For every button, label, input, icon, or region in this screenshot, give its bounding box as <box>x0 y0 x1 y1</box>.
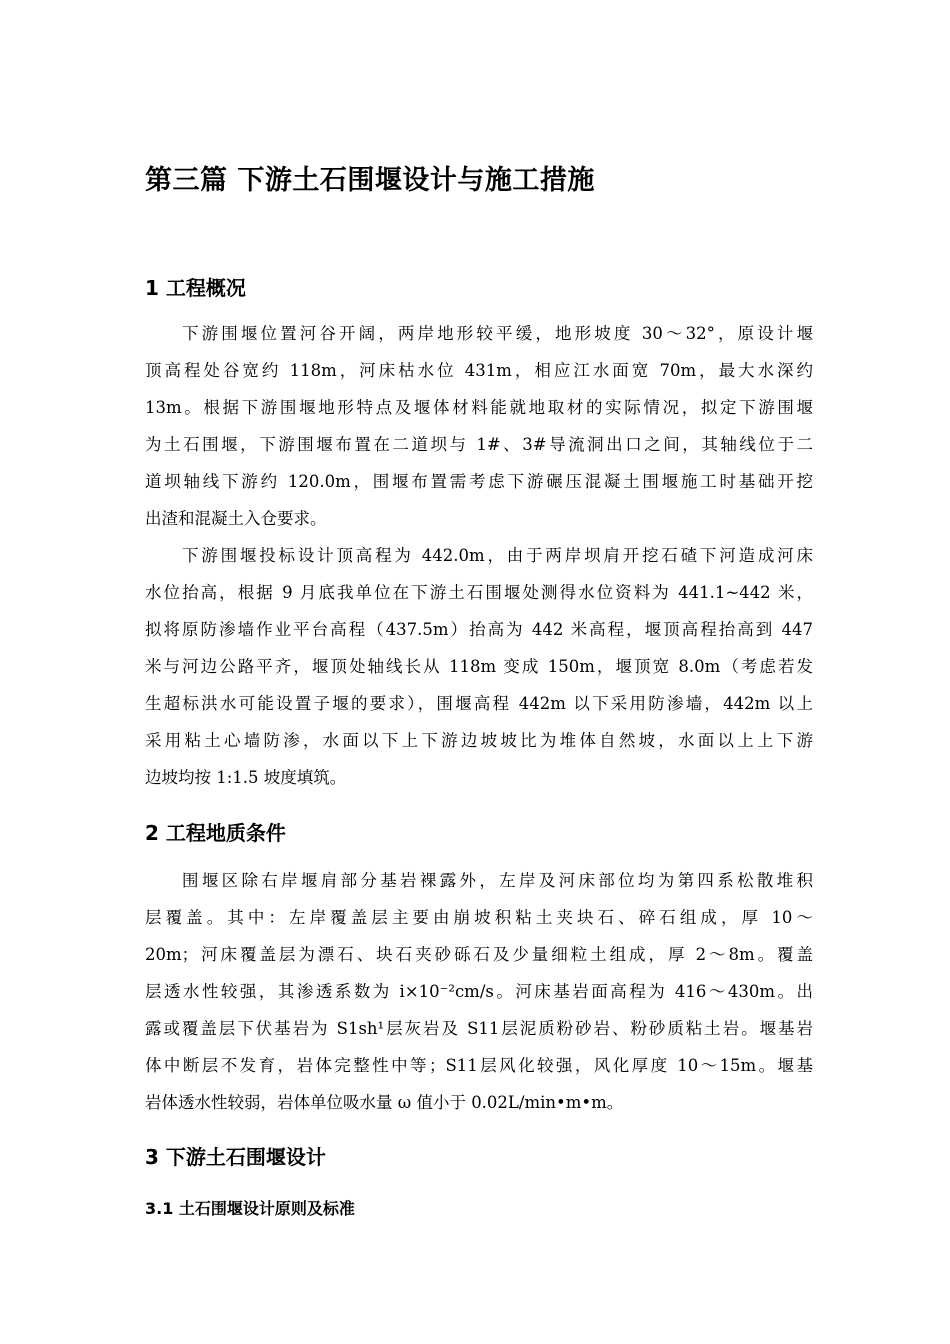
subsection-heading-3-1: 3.1 土石围堰设计原则及标准 <box>145 1199 355 1218</box>
text-line: 出渣和混凝土入仓要求。 <box>145 509 327 528</box>
section-heading-3: 3 下游土石围堰设计 <box>145 1145 326 1169</box>
text-line: 露或覆盖层下伏基岩为 S1sh¹层灰岩及 S11层泥质粉砂岩、粉砂质粘土岩。堰基岩 <box>145 1019 813 1038</box>
text-line: 拟将原防渗墙作业平台高程（437.5m）抬高为 442 米高程，堰顶高程抬高到 447 <box>145 620 813 639</box>
text-line: 水位抬高，根据 9 月底我单位在下游土石围堰处测得水位资料为 441.1~442 米， <box>145 583 813 602</box>
text-line: 下游围堰投标设计顶高程为 442.0m，由于两岸坝肩开挖石碴下河造成河床 <box>182 546 813 565</box>
text-line: 20m；河床覆盖层为漂石、块石夹砂砾石及少量细粒土组成，厚 2～8m。覆盖 <box>145 945 813 964</box>
text-line: 体中断层不发育，岩体完整性中等；S11层风化较强，风化厚度 10～15m。堰基 <box>145 1056 813 1075</box>
text-line: 顶高程处谷宽约 118m，河床枯水位 431m，相应江水面宽 70m，最大水深约 <box>145 361 813 380</box>
text-line: 层透水性较强，其渗透系数为 i×10⁻²cm/s。河床基岩面高程为 416～430m。出 <box>145 982 813 1001</box>
section-heading-1: 1 工程概况 <box>145 276 246 300</box>
paragraph-geology <box>145 862 813 1121</box>
text-line: 生超标洪水可能设置子堰的要求），围堰高程 442m 以下采用防渗墙，442m 以上 <box>145 694 813 713</box>
text-line: 13m。根据下游围堰地形特点及堰体材料能就地取材的实际情况，拟定下游围堰 <box>145 398 813 417</box>
paragraph-overview-1 <box>145 315 813 537</box>
section-heading-2: 2 工程地质条件 <box>145 821 286 845</box>
paragraph-overview-2 <box>145 537 813 796</box>
text-line: 采用粘土心墙防渗，水面以下上下游边坡坡比为堆体自然坡，水面以上上下游 <box>145 731 813 750</box>
text-line: 边坡均按 1:1.5 坡度填筑。 <box>145 768 347 787</box>
text-line: 下游围堰位置河谷开阔，两岸地形较平缓，地形坡度 30～32°，原设计堰 <box>182 324 813 343</box>
text-line: 层覆盖。其中：左岸覆盖层主要由崩坡积粘土夹块石、碎石组成，厚 10～ <box>145 908 813 927</box>
text-line: 围堰区除右岸堰肩部分基岩裸露外，左岸及河床部位均为第四系松散堆积 <box>182 871 813 890</box>
text-line: 岩体透水性较弱，岩体单位吸水量 ω 值小于 0.02L/min•m•m。 <box>145 1093 624 1112</box>
text-line: 为土石围堰，下游围堰布置在二道坝与 1#、3#导流洞出口之间，其轴线位于二 <box>145 435 813 454</box>
text-line: 米与河边公路平齐，堰顶处轴线长从 118m 变成 150m，堰顶宽 8.0m（考虑若发 <box>145 657 813 676</box>
text-line: 道坝轴线下游约 120.0m，围堰布置需考虑下游碾压混凝土围堰施工时基础开挖 <box>145 472 813 491</box>
document-title: 第三篇 下游土石围堰设计与施工措施 <box>145 165 595 196</box>
